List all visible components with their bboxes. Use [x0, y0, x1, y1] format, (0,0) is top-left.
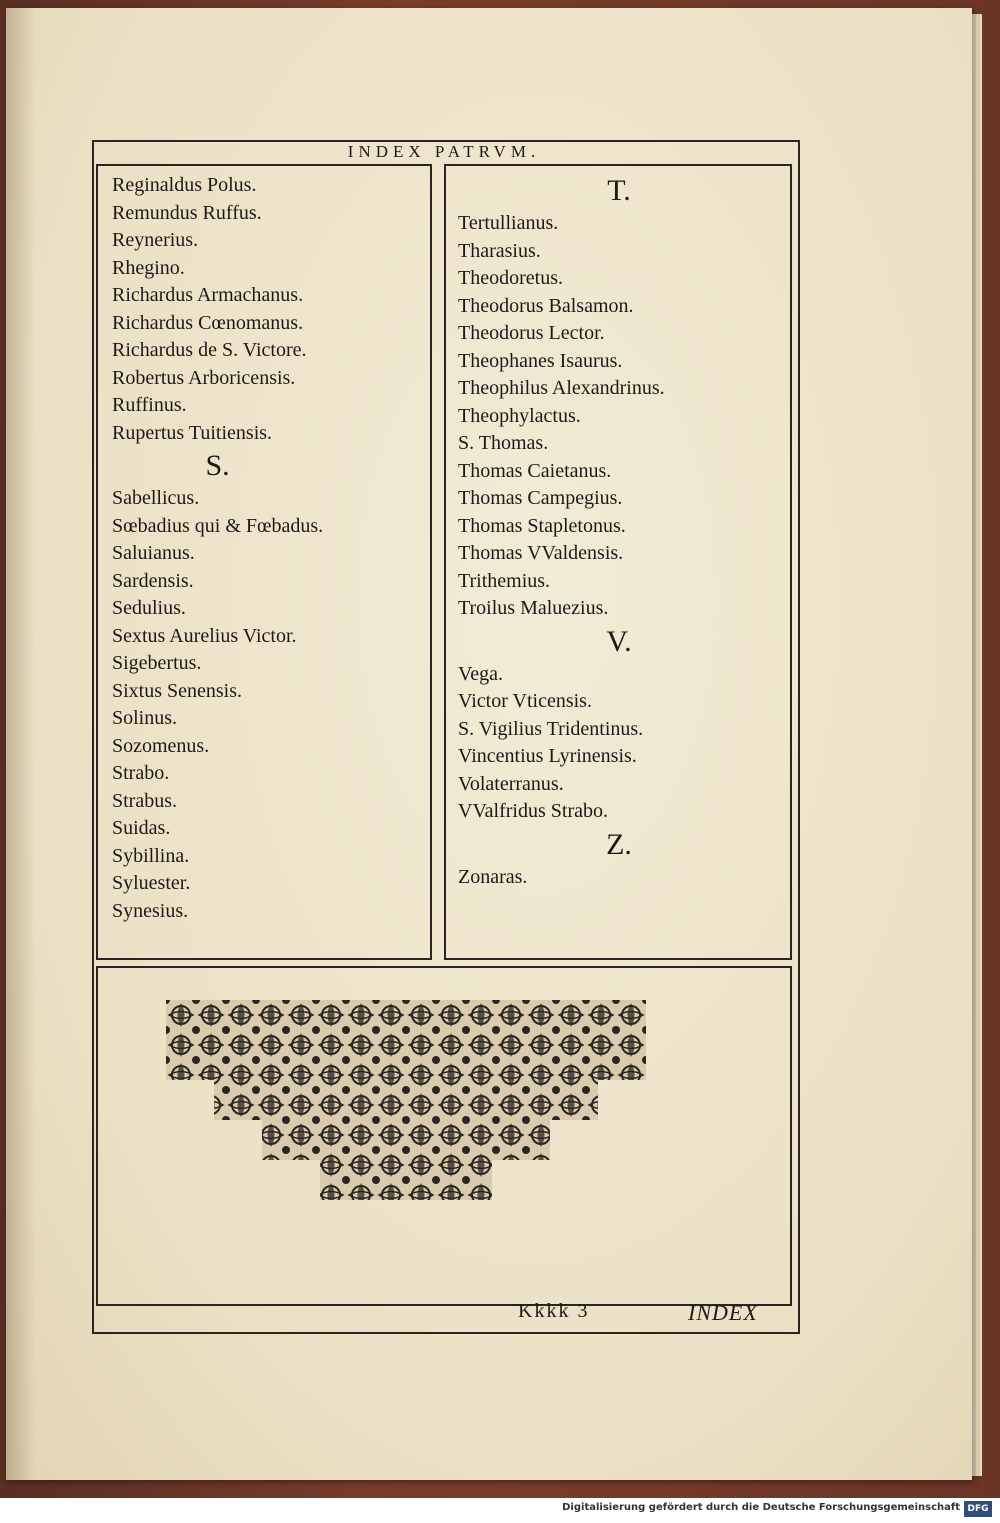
right-column-box — [444, 164, 792, 960]
index-entry: Sedulius. — [112, 597, 186, 619]
index-entry: Vega. — [458, 662, 503, 685]
catchword: INDEX — [688, 1300, 758, 1325]
spine-shadow — [6, 8, 36, 1480]
index-entry: Volaterranus. — [458, 772, 564, 795]
index-entry: Solinus. — [112, 707, 178, 729]
index-entry: Zonaras. — [458, 865, 528, 888]
index-entry: Tertullianus. — [458, 212, 559, 234]
index-entry: VValfridus Strabo. — [458, 800, 608, 822]
index-entry: Richardus Cœnomanus. — [112, 311, 304, 334]
index-entry: Reginaldus Polus. — [112, 174, 257, 196]
index-entry: Strabus. — [112, 789, 177, 812]
index-entry: S. Vigilius Tridentinus. — [458, 717, 644, 740]
index-entry: Theophilus Alexandrinus. — [458, 377, 665, 399]
credit-text: Digitalisierung gefördert durch die Deutsche Forschungsgemeinschaft — [562, 1502, 960, 1513]
index-entry: Sixtus Senensis. — [112, 679, 243, 702]
index-entry: Theodoretus. — [458, 267, 563, 289]
index-entry: Trithemius. — [458, 569, 551, 592]
right-index-list — [458, 172, 780, 891]
index-entry: Sybillina. — [112, 844, 190, 867]
printers-ornament — [166, 1000, 646, 1210]
dfg-logo-icon: DFG — [964, 1501, 992, 1517]
index-entry: S. Thomas. — [458, 432, 549, 454]
index-entry: Sozomenus. — [112, 734, 210, 757]
index-entry: Reynerius. — [112, 229, 199, 251]
index-entry: Thomas Campegius. — [458, 487, 623, 509]
credit-bar — [0, 1498, 1000, 1523]
index-entry: Rupertus Tuitiensis. — [112, 421, 273, 444]
index-entry: Syluester. — [112, 872, 191, 894]
index-entry: Sextus Aurelius Victor. — [112, 624, 297, 647]
index-entry: Thomas VValdensis. — [458, 542, 624, 564]
index-entry: Theophylactus. — [458, 404, 581, 427]
left-column-box — [96, 164, 432, 960]
left-index-list — [112, 172, 323, 925]
index-entry: Suidas. — [112, 817, 171, 839]
index-entry: Troilus Maluezius. — [458, 597, 609, 619]
index-entry: Theodorus Lector. — [458, 322, 605, 344]
section-letter: V. — [606, 624, 632, 658]
index-entry: Theodorus Balsamon. — [458, 294, 634, 317]
index-entry: Thomas Stapletonus. — [458, 514, 626, 537]
index-entry: Sardensis. — [112, 569, 194, 592]
index-entry: Saluianus. — [112, 542, 195, 564]
index-entry: Sigebertus. — [112, 652, 202, 674]
index-entry: Remundus Ruffus. — [112, 201, 262, 224]
index-entry: Tharasius. — [458, 239, 541, 262]
index-entry: Synesius. — [112, 899, 189, 922]
index-entry: Sœbadius qui & Fœbadus. — [112, 514, 324, 537]
index-entry: Victor Vticensis. — [458, 690, 592, 712]
index-entry: Sabellicus. — [112, 487, 200, 509]
index-entry: Richardus de S. Victore. — [112, 339, 307, 361]
index-entry: Theophanes Isaurus. — [458, 349, 623, 372]
index-entry: Robertus Arboricensis. — [112, 366, 296, 389]
section-letter: T. — [607, 174, 631, 207]
section-letter: S. — [205, 449, 230, 482]
index-entry: Strabo. — [112, 762, 170, 784]
running-header: INDEX PATRVM. — [347, 142, 541, 161]
index-entry: Richardus Armachanus. — [112, 284, 304, 306]
index-entry: Thomas Caietanus. — [458, 459, 612, 482]
index-entry: Ruffinus. — [112, 394, 187, 416]
index-entry: Rhegino. — [112, 256, 185, 279]
section-letter: Z. — [606, 827, 632, 861]
signature-mark: Kkkk 3 — [518, 1300, 590, 1322]
index-entry: Vincentius Lyrinensis. — [458, 745, 637, 767]
